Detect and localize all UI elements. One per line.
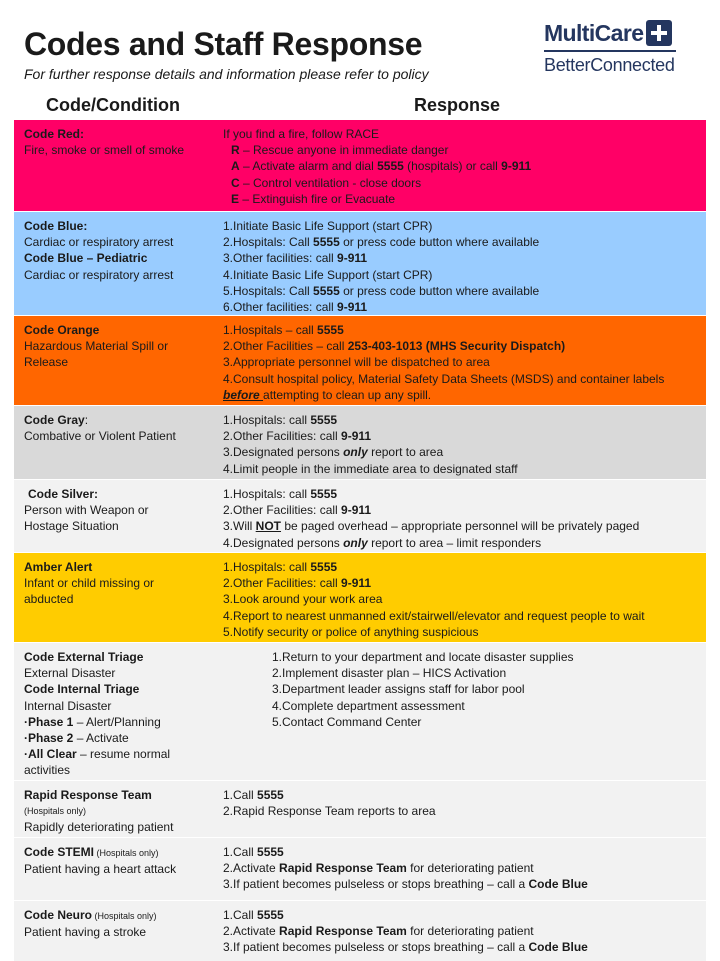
row-code-red — [14, 120, 706, 211]
response-cell: 1.Call 5555 2.Rapid Response Team reports to area — [223, 788, 436, 819]
condition-cell: Code Silver: Person with Weapon or Hostage Situation — [24, 487, 149, 534]
row-code-blue — [14, 211, 706, 315]
response-cell: 1.Hospitals: call 5555 2.Other Facilities: call 9-911 3.Designated persons only report to area 4.Limit people in the immediate area to designated staff — [223, 413, 518, 476]
column-header-condition: Code/Condition — [46, 95, 180, 115]
condition-cell: Code External Triage External Disaster Code Internal Triage Internal Disaster ·Phase 1 – Alert/Planning ·Phase 2 – Activate ·All Clear – resume normal activities — [24, 650, 171, 778]
row-triage — [14, 642, 706, 780]
response-cell: 1.Initiate Basic Life Support (start CPR) 2.Hospitals: Call 5555 or press code button where available 3.Other facilities: call 9-911 4.Initiate Basic Life Support (start CPR) 5.Hospitals: Call 5555 or press code button where available 6.Other facilities: call 9-911 — [223, 219, 540, 315]
codes-table — [14, 120, 706, 961]
response-cell: 1.Call 5555 2.Activate Rapid Response Team for deteriorating patient 3.If patient becomes pulseless or stops breathing – call a Code Blue — [223, 845, 588, 892]
logo-tagline: BetterConnected — [544, 55, 675, 75]
response-cell: 1.Hospitals – call 5555 2.Other Facilities – call 253-403-1013 (MHS Security Dispatch) 3.Appropriate personnel will be dispatched to area 4.Consult hospital policy, Material Safety Data Sheets (MSDS) and container labels before attempting to clean up any spill. — [223, 323, 665, 402]
response-cell: 1.Return to your department and locate disaster supplies 2.Implement disaster plan – HICS Activation 3.Department leader assigns staff for labor pool 4.Complete department assessment 5.Contact Command Center — [272, 650, 574, 729]
condition-cell: Amber Alert Infant or child missing or abducted — [24, 560, 155, 607]
row-rapid-response-team — [14, 780, 706, 837]
logo-wordmark: MultiCare — [544, 20, 644, 46]
page-title: Codes and Staff Response — [24, 26, 423, 62]
response-cell: 1.Hospitals: call 5555 2.Other Facilities: call 9-911 3.Will NOT be paged overhead – appropriate personnel will be privately paged 4.Designated persons only report to area – limit responders — [223, 487, 640, 550]
row-code-orange — [14, 315, 706, 405]
response-cell: 1.Hospitals: call 5555 2.Other Facilities: call 9-911 3.Look around your work area 4.Report to nearest unmanned exit/stairwell/elevator and request people to wait 5.Notify security or police of anything suspicious — [223, 560, 645, 639]
condition-cell: Code Red: Fire, smoke or smell of smoke — [24, 127, 185, 158]
response-cell: If you find a fire, follow RACE R – Rescue anyone in immediate danger A – Activate alarm and dial 5555 (hospitals) or call 9-911 C – Control ventilation - close doors E – Extinguish fire or Evacuate — [223, 127, 532, 206]
condition-cell: Code Neuro (Hospitals only) Patient having a stroke — [24, 908, 157, 940]
row-code-silver — [14, 479, 706, 552]
multicare-logo — [544, 20, 684, 75]
row-code-gray — [14, 405, 706, 479]
condition-cell: Rapid Response Team (Hospitals only) Rapidly deteriorating patient — [24, 788, 174, 835]
plus-cross-icon — [646, 20, 672, 46]
condition-cell: Code Blue: Cardiac or respiratory arrest Code Blue – Pediatric Cardiac or respiratory arrest — [24, 219, 174, 282]
page-subtitle: For further response details and information please refer to policy — [24, 66, 429, 82]
condition-cell: Code Orange Hazardous Material Spill or Release — [24, 323, 169, 370]
row-code-neuro — [14, 900, 706, 961]
condition-cell: Code Gray: Combative or Violent Patient — [24, 413, 176, 444]
column-header-response: Response — [414, 95, 501, 115]
row-code-stemi — [14, 837, 706, 900]
response-cell: 1.Call 5555 2.Activate Rapid Response Team for deteriorating patient 3.If patient becomes pulseless or stops breathing – call a Code Blue — [223, 908, 588, 955]
condition-cell: Code STEMI (Hospitals only) Patient having a heart attack — [24, 845, 177, 877]
row-amber-alert — [14, 552, 706, 642]
